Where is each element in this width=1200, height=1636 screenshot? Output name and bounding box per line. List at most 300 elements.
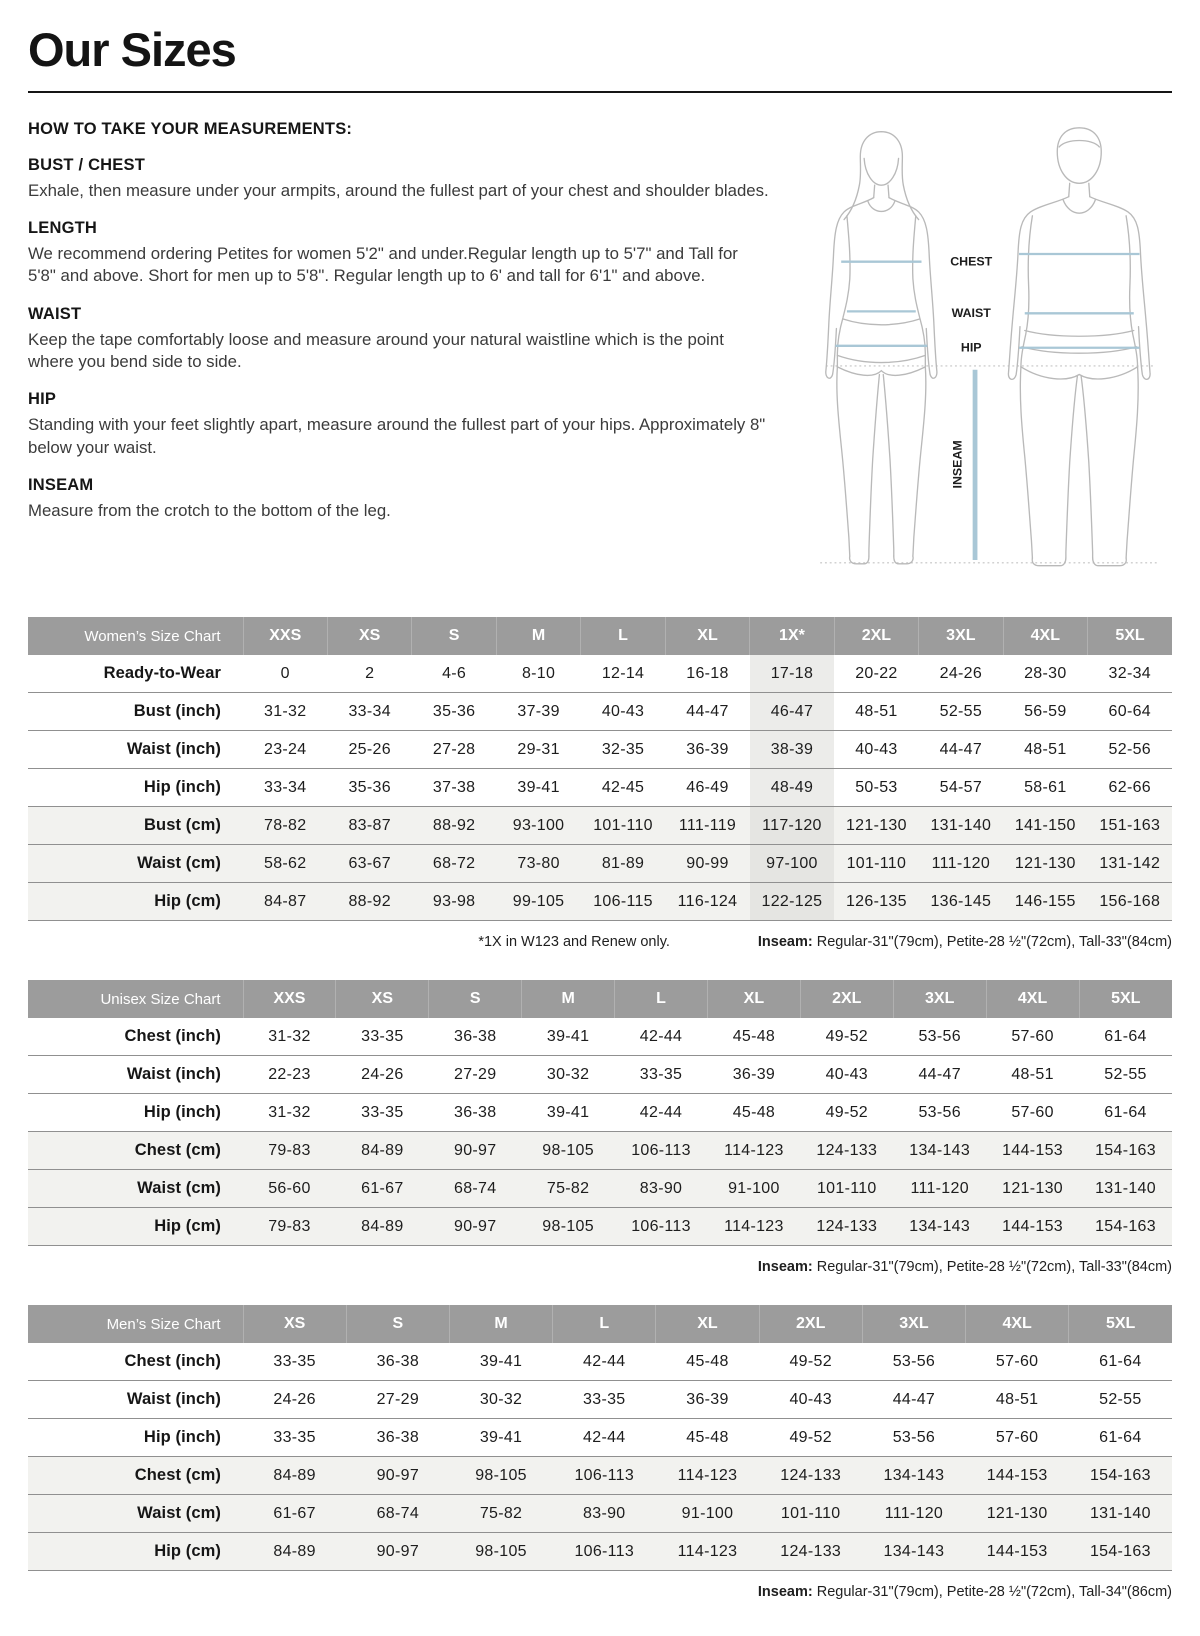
section-inseam <box>28 476 770 522</box>
size-column-header: M <box>522 980 615 1018</box>
size-cell: 30-32 <box>522 1056 615 1094</box>
howto-heading: HOW TO TAKE YOUR MEASUREMENTS: <box>28 119 353 138</box>
row-label: Waist (cm) <box>28 845 243 883</box>
size-cell: 32-35 <box>581 731 665 769</box>
size-cell: 88-92 <box>412 807 496 845</box>
size-cell: 57-60 <box>966 1343 1069 1381</box>
unisex-size-chart-table <box>28 980 1172 1246</box>
size-cell: 122-125 <box>750 883 834 921</box>
size-cell: 36-39 <box>656 1381 759 1419</box>
table-row <box>28 883 1172 921</box>
size-cell: 151-163 <box>1088 807 1172 845</box>
size-cell: 146-155 <box>1003 883 1087 921</box>
size-cell: 68-72 <box>412 845 496 883</box>
size-cell: 53-56 <box>862 1419 965 1457</box>
size-cell: 61-67 <box>336 1170 429 1208</box>
section-body: Keep the tape comfortably loose and measure around your natural waistline which is the point where you bend side to side. <box>28 329 724 371</box>
size-cell: 98-105 <box>449 1533 552 1571</box>
size-cell: 30-32 <box>449 1381 552 1419</box>
size-column-header: M <box>496 617 580 655</box>
row-label: Waist (inch) <box>28 731 243 769</box>
size-column-header: XS <box>243 1305 346 1343</box>
table-header-row <box>28 980 1172 1018</box>
size-cell: 111-120 <box>893 1170 986 1208</box>
size-column-header: XS <box>336 980 429 1018</box>
size-cell: 134-143 <box>893 1132 986 1170</box>
size-cell: 27-29 <box>346 1381 449 1419</box>
size-cell: 31-32 <box>243 693 327 731</box>
size-cell: 29-31 <box>496 731 580 769</box>
size-column-header: XL <box>707 980 800 1018</box>
unisex-inseam-footnote <box>758 1259 1172 1275</box>
size-cell: 111-119 <box>665 807 749 845</box>
size-cell: 8-10 <box>496 655 580 693</box>
size-cell: 42-44 <box>553 1419 656 1457</box>
size-cell: 42-44 <box>553 1343 656 1381</box>
mens-footnotes <box>28 1584 1172 1600</box>
size-cell: 16-18 <box>665 655 749 693</box>
row-label: Hip (cm) <box>28 1208 243 1246</box>
size-cell: 42-45 <box>581 769 665 807</box>
size-cell: 111-120 <box>862 1495 965 1533</box>
inseam-footnote-text: Regular-31"(79cm), Petite-28 ½"(72cm), Tall-33"(84cm) <box>812 934 1172 951</box>
table-row <box>28 1018 1172 1056</box>
size-column-header: 5XL <box>1069 1305 1172 1343</box>
section-title: WAIST <box>28 304 82 323</box>
womens-size-chart-block <box>28 617 1172 950</box>
hip-label: HIP <box>960 340 982 355</box>
womens-footnotes <box>28 934 1172 950</box>
size-cell: 33-35 <box>553 1381 656 1419</box>
row-label: Waist (cm) <box>28 1170 243 1208</box>
size-cell: 101-110 <box>834 845 918 883</box>
size-cell: 36-38 <box>429 1018 522 1056</box>
size-cell: 33-35 <box>243 1343 346 1381</box>
row-label: Chest (inch) <box>28 1018 243 1056</box>
size-cell: 40-43 <box>834 731 918 769</box>
table-row <box>28 655 1172 693</box>
size-cell: 48-49 <box>750 769 834 807</box>
unisex-size-chart-block <box>28 980 1172 1275</box>
table-row <box>28 845 1172 883</box>
table-row <box>28 1457 1172 1495</box>
size-cell: 32-34 <box>1088 655 1172 693</box>
size-cell: 90-97 <box>429 1208 522 1246</box>
size-cell: 144-153 <box>986 1132 1079 1170</box>
inseam-footnote-text: Regular-31"(79cm), Petite-28 ½"(72cm), Tall-34"(86cm) <box>812 1584 1172 1601</box>
size-cell: 154-163 <box>1069 1533 1172 1571</box>
size-cell: 83-90 <box>553 1495 656 1533</box>
inseam-footnote-text: Regular-31"(79cm), Petite-28 ½"(72cm), Tall-33"(84cm) <box>812 1259 1172 1276</box>
size-cell: 79-83 <box>243 1208 336 1246</box>
woman-figure <box>826 131 937 563</box>
size-column-header: 4XL <box>1003 617 1087 655</box>
size-cell: 99-105 <box>496 883 580 921</box>
size-cell: 84-89 <box>336 1132 429 1170</box>
size-cell: 38-39 <box>750 731 834 769</box>
size-cell: 154-163 <box>1079 1208 1172 1246</box>
table-row <box>28 1094 1172 1132</box>
size-cell: 27-28 <box>412 731 496 769</box>
size-cell: 121-130 <box>834 807 918 845</box>
size-cell: 24-26 <box>243 1381 346 1419</box>
size-column-header: 3XL <box>893 980 986 1018</box>
table-row <box>28 1170 1172 1208</box>
size-cell: 57-60 <box>986 1094 1079 1132</box>
mens-size-chart-block <box>28 1305 1172 1600</box>
size-column-header: L <box>581 617 665 655</box>
size-cell: 27-29 <box>429 1056 522 1094</box>
size-cell: 106-113 <box>553 1533 656 1571</box>
size-cell: 90-99 <box>665 845 749 883</box>
size-cell: 48-51 <box>986 1056 1079 1094</box>
size-cell: 101-110 <box>800 1170 893 1208</box>
size-column-header: S <box>429 980 522 1018</box>
size-column-header: S <box>412 617 496 655</box>
size-cell: 42-44 <box>615 1018 708 1056</box>
table-row <box>28 807 1172 845</box>
size-cell: 83-87 <box>327 807 411 845</box>
size-cell: 114-123 <box>707 1208 800 1246</box>
size-cell: 24-26 <box>336 1056 429 1094</box>
section-length <box>28 219 770 288</box>
section-body: Measure from the crotch to the bottom of the leg. <box>28 500 391 520</box>
mens-inseam-footnote <box>758 1584 1172 1600</box>
size-cell: 57-60 <box>986 1018 1079 1056</box>
size-cell: 53-56 <box>893 1018 986 1056</box>
size-cell: 126-135 <box>834 883 918 921</box>
body-measurement-diagram <box>780 120 1172 573</box>
size-cell: 39-41 <box>449 1343 552 1381</box>
size-column-header: 3XL <box>919 617 1003 655</box>
size-column-header: XXS <box>243 617 327 655</box>
size-cell: 31-32 <box>243 1018 336 1056</box>
size-cell: 48-51 <box>1003 731 1087 769</box>
size-column-header: XXS <box>243 980 336 1018</box>
size-cell: 36-38 <box>346 1419 449 1457</box>
measurement-guide <box>28 120 1172 573</box>
table-header-row <box>28 617 1172 655</box>
size-cell: 39-41 <box>522 1018 615 1056</box>
table-row <box>28 1056 1172 1094</box>
womens-size-chart-table <box>28 617 1172 921</box>
size-cell: 60-64 <box>1088 693 1172 731</box>
size-cell: 33-35 <box>243 1419 346 1457</box>
size-cell: 45-48 <box>656 1419 759 1457</box>
size-cell: 56-60 <box>243 1170 336 1208</box>
size-cell: 35-36 <box>327 769 411 807</box>
size-cell: 84-89 <box>243 1457 346 1495</box>
size-cell: 131-140 <box>1069 1495 1172 1533</box>
size-cell: 101-110 <box>581 807 665 845</box>
size-cell: 88-92 <box>327 883 411 921</box>
size-cell: 124-133 <box>800 1208 893 1246</box>
table-header-row <box>28 1305 1172 1343</box>
size-cell: 156-168 <box>1088 883 1172 921</box>
size-cell: 121-130 <box>986 1170 1079 1208</box>
size-cell: 131-140 <box>919 807 1003 845</box>
size-cell: 42-44 <box>615 1094 708 1132</box>
size-cell: 134-143 <box>893 1208 986 1246</box>
size-cell: 36-38 <box>429 1094 522 1132</box>
size-cell: 40-43 <box>581 693 665 731</box>
row-label: Waist (cm) <box>28 1495 243 1533</box>
size-cell: 52-56 <box>1088 731 1172 769</box>
size-column-header: S <box>346 1305 449 1343</box>
size-cell: 63-67 <box>327 845 411 883</box>
measurement-instructions <box>28 120 780 573</box>
unisex-footnotes <box>28 1259 1172 1275</box>
size-cell: 56-59 <box>1003 693 1087 731</box>
size-cell: 39-41 <box>496 769 580 807</box>
diagram-labels <box>950 254 992 488</box>
size-cell: 25-26 <box>327 731 411 769</box>
size-cell: 81-89 <box>581 845 665 883</box>
size-cell: 31-32 <box>243 1094 336 1132</box>
size-column-header: L <box>615 980 708 1018</box>
row-label: Hip (inch) <box>28 1094 243 1132</box>
size-cell: 93-100 <box>496 807 580 845</box>
size-cell: 48-51 <box>834 693 918 731</box>
size-cell: 52-55 <box>1079 1056 1172 1094</box>
row-label: Hip (cm) <box>28 1533 243 1571</box>
size-column-header: L <box>553 1305 656 1343</box>
section-bust-chest <box>28 156 770 202</box>
section-waist <box>28 305 770 374</box>
size-cell: 136-145 <box>919 883 1003 921</box>
size-cell: 111-120 <box>919 845 1003 883</box>
section-body: Exhale, then measure under your armpits, around the fullest part of your chest and shoulder blades. <box>28 180 769 200</box>
size-cell: 20-22 <box>834 655 918 693</box>
size-column-header: XS <box>327 617 411 655</box>
row-label: Waist (inch) <box>28 1056 243 1094</box>
size-cell: 12-14 <box>581 655 665 693</box>
size-cell: 40-43 <box>800 1056 893 1094</box>
waist-label: WAIST <box>951 305 991 320</box>
size-cell: 131-142 <box>1088 845 1172 883</box>
size-cell: 37-39 <box>496 693 580 731</box>
size-column-header: XL <box>656 1305 759 1343</box>
size-cell: 98-105 <box>522 1208 615 1246</box>
row-label: Hip (inch) <box>28 769 243 807</box>
size-cell: 45-48 <box>656 1343 759 1381</box>
section-title: BUST / CHEST <box>28 155 145 174</box>
size-cell: 101-110 <box>759 1495 862 1533</box>
size-column-header: 5XL <box>1079 980 1172 1018</box>
size-cell: 144-153 <box>986 1208 1079 1246</box>
size-cell: 49-52 <box>759 1343 862 1381</box>
size-cell: 84-89 <box>243 1533 346 1571</box>
table-title: Unisex Size Chart <box>28 980 243 1018</box>
size-cell: 61-64 <box>1069 1419 1172 1457</box>
section-body: We recommend ordering Petites for women 5'2" and under.Regular length up to 5'7" and Tall for 5'8" and above. Short for men up to 5'8". Regular length up to 6' and tall for 6'1" and above. <box>28 244 738 286</box>
size-cell: 58-61 <box>1003 769 1087 807</box>
table-row <box>28 769 1172 807</box>
row-label: Chest (cm) <box>28 1132 243 1170</box>
size-cell: 45-48 <box>707 1018 800 1056</box>
size-cell: 50-53 <box>834 769 918 807</box>
size-diagram-illustration <box>780 124 1172 573</box>
size-cell: 134-143 <box>862 1457 965 1495</box>
size-column-header: M <box>449 1305 552 1343</box>
row-label: Hip (cm) <box>28 883 243 921</box>
size-cell: 73-80 <box>496 845 580 883</box>
section-title: HIP <box>28 390 57 409</box>
size-cell: 39-41 <box>522 1094 615 1132</box>
size-cell: 61-64 <box>1079 1094 1172 1132</box>
size-cell: 2 <box>327 655 411 693</box>
size-cell: 33-35 <box>336 1018 429 1056</box>
size-column-header: 5XL <box>1088 617 1172 655</box>
size-cell: 22-23 <box>243 1056 336 1094</box>
section-title: LENGTH <box>28 219 98 238</box>
size-cell: 93-98 <box>412 883 496 921</box>
size-cell: 0 <box>243 655 327 693</box>
size-cell: 68-74 <box>346 1495 449 1533</box>
inseam-footnote-label: Inseam: <box>757 1584 813 1601</box>
size-cell: 39-41 <box>449 1419 552 1457</box>
size-cell: 90-97 <box>346 1533 449 1571</box>
section-title: INSEAM <box>28 475 94 494</box>
size-cell: 49-52 <box>800 1094 893 1132</box>
size-cell: 114-123 <box>656 1533 759 1571</box>
size-column-header: 4XL <box>986 980 1079 1018</box>
table-title: Men’s Size Chart <box>28 1305 243 1343</box>
row-label: Waist (inch) <box>28 1381 243 1419</box>
size-cell: 33-35 <box>615 1056 708 1094</box>
size-cell: 91-100 <box>656 1495 759 1533</box>
size-cell: 4-6 <box>412 655 496 693</box>
size-column-header: 3XL <box>862 1305 965 1343</box>
size-cell: 44-47 <box>893 1056 986 1094</box>
row-label: Ready-to-Wear <box>28 655 243 693</box>
size-cell: 49-52 <box>800 1018 893 1056</box>
size-cell: 90-97 <box>346 1457 449 1495</box>
size-cell: 91-100 <box>707 1170 800 1208</box>
size-cell: 84-89 <box>336 1208 429 1246</box>
size-cell: 106-113 <box>615 1208 708 1246</box>
inseam-label: INSEAM <box>950 439 965 489</box>
size-cell: 17-18 <box>750 655 834 693</box>
size-cell: 23-24 <box>243 731 327 769</box>
size-cell: 33-34 <box>243 769 327 807</box>
page-title: Our Sizes <box>28 23 236 76</box>
size-cell: 24-26 <box>919 655 1003 693</box>
size-cell: 58-62 <box>243 845 327 883</box>
inseam-footnote-label: Inseam: <box>757 934 813 951</box>
size-column-header: 1X* <box>750 617 834 655</box>
size-column-header: XL <box>665 617 749 655</box>
size-cell: 144-153 <box>966 1533 1069 1571</box>
size-cell: 79-83 <box>243 1132 336 1170</box>
size-cell: 49-52 <box>759 1419 862 1457</box>
table-row <box>28 731 1172 769</box>
size-cell: 37-38 <box>412 769 496 807</box>
size-column-header: 4XL <box>966 1305 1069 1343</box>
size-cell: 97-100 <box>750 845 834 883</box>
size-cell: 48-51 <box>966 1381 1069 1419</box>
womens-inseam-footnote <box>758 934 1172 950</box>
chest-label: CHEST <box>950 254 993 269</box>
size-cell: 52-55 <box>1069 1381 1172 1419</box>
table-row <box>28 1132 1172 1170</box>
size-cell: 78-82 <box>243 807 327 845</box>
size-cell: 124-133 <box>759 1457 862 1495</box>
size-cell: 46-47 <box>750 693 834 731</box>
table-row <box>28 1419 1172 1457</box>
size-cell: 62-66 <box>1088 769 1172 807</box>
title-divider <box>28 91 1172 93</box>
row-label: Bust (cm) <box>28 807 243 845</box>
table-title: Women’s Size Chart <box>28 617 243 655</box>
size-cell: 53-56 <box>862 1343 965 1381</box>
size-cell: 121-130 <box>1003 845 1087 883</box>
size-cell: 116-124 <box>665 883 749 921</box>
size-cell: 36-38 <box>346 1343 449 1381</box>
size-cell: 52-55 <box>919 693 1003 731</box>
size-cell: 28-30 <box>1003 655 1087 693</box>
size-cell: 106-113 <box>615 1132 708 1170</box>
table-row <box>28 1208 1172 1246</box>
table-row <box>28 1533 1172 1571</box>
section-body: Standing with your feet slightly apart, measure around the fullest part of your hips. Approximately 8" below your waist. <box>28 415 766 457</box>
size-cell: 106-113 <box>553 1457 656 1495</box>
size-cell: 117-120 <box>750 807 834 845</box>
dotted-reference-lines <box>820 366 1157 563</box>
table-row <box>28 693 1172 731</box>
size-cell: 75-82 <box>522 1170 615 1208</box>
size-cell: 57-60 <box>966 1419 1069 1457</box>
table-row <box>28 1381 1172 1419</box>
size-cell: 154-163 <box>1079 1132 1172 1170</box>
size-cell: 90-97 <box>429 1132 522 1170</box>
size-cell: 84-87 <box>243 883 327 921</box>
table-row <box>28 1495 1172 1533</box>
row-label: Chest (inch) <box>28 1343 243 1381</box>
size-cell: 61-67 <box>243 1495 346 1533</box>
size-column-header: 2XL <box>800 980 893 1018</box>
size-column-header: 2XL <box>759 1305 862 1343</box>
size-cell: 54-57 <box>919 769 1003 807</box>
size-cell: 68-74 <box>429 1170 522 1208</box>
size-cell: 98-105 <box>449 1457 552 1495</box>
row-label: Chest (cm) <box>28 1457 243 1495</box>
table-row <box>28 1343 1172 1381</box>
size-cell: 44-47 <box>862 1381 965 1419</box>
size-cell: 33-34 <box>327 693 411 731</box>
size-cell: 124-133 <box>759 1533 862 1571</box>
size-cell: 134-143 <box>862 1533 965 1571</box>
size-cell: 131-140 <box>1079 1170 1172 1208</box>
size-cell: 114-123 <box>656 1457 759 1495</box>
womens-1x-footnote: *1X in W123 and Renew only. <box>478 934 670 951</box>
size-cell: 83-90 <box>615 1170 708 1208</box>
size-cell: 154-163 <box>1069 1457 1172 1495</box>
inseam-footnote-label: Inseam: <box>757 1259 813 1276</box>
mens-size-chart-table <box>28 1305 1172 1571</box>
section-hip <box>28 390 770 459</box>
size-cell: 75-82 <box>449 1495 552 1533</box>
size-cell: 141-150 <box>1003 807 1087 845</box>
size-charts <box>28 617 1172 1600</box>
size-cell: 36-39 <box>707 1056 800 1094</box>
size-cell: 53-56 <box>893 1094 986 1132</box>
size-cell: 46-49 <box>665 769 749 807</box>
size-cell: 40-43 <box>759 1381 862 1419</box>
size-cell: 61-64 <box>1079 1018 1172 1056</box>
size-cell: 98-105 <box>522 1132 615 1170</box>
size-cell: 44-47 <box>919 731 1003 769</box>
